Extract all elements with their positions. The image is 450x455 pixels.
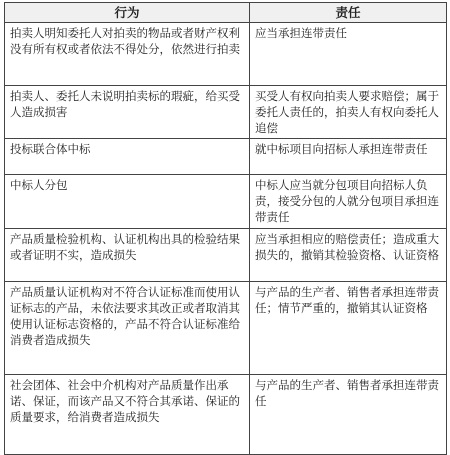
behavior-cell: 中标人分包 [5, 175, 250, 229]
behavior-cell: 投标联合体中标 [5, 139, 250, 175]
behavior-cell: 拍卖人明知委托人对拍卖的物品或者财产权利没有所有权或者依法不得处分，依然进行拍卖 [5, 23, 250, 86]
table-row [5, 282, 447, 375]
liability-cell: 应当承担相应的赔偿责任；造成重大损失的，撤销其检验资格、认证资格 [250, 229, 447, 282]
liability-cell: 就中标项目向招标人承担连带责任 [250, 139, 447, 175]
table-row [5, 86, 447, 139]
behavior-cell: 拍卖人、委托人未说明拍卖标的瑕疵，给买受人造成损害 [5, 86, 250, 139]
liability-cell: 应当承担连带责任 [250, 23, 447, 86]
table-row [5, 229, 447, 282]
liability-cell: 与产品的生产者、销售者承担连带责任；情节严重的，撤销其认证资格 [250, 282, 447, 375]
table-row [5, 23, 447, 86]
behavior-cell: 产品质量认证机构对不符合认证标准而使用认证标志的产品，未依法要求其改正或者取消其使用认证标志资格的，产品不符合认证标准给消费者造成损失 [5, 282, 250, 375]
table-row [5, 375, 447, 455]
liability-table [4, 2, 447, 455]
liability-cell: 买受人有权向拍卖人要求赔偿；属于委托人责任的，拍卖人有权向委托人追偿 [250, 86, 447, 139]
behavior-cell: 社会团体、社会中介机构对产品质量作出承诺、保证，而该产品又不符合其承诺、保证的质量要求，给消费者造成损失 [5, 375, 250, 455]
header-liability: 责任 [250, 3, 447, 23]
liability-cell: 中标人应当就分包项目向招标人负责，接受分包的人就分包项目承担连带责任 [250, 175, 447, 229]
table-header-row [5, 3, 447, 23]
liability-cell: 与产品的生产者、销售者承担连带责任 [250, 375, 447, 455]
behavior-cell: 产品质量检验机构、认证机构出具的检验结果或者证明不实，造成损失 [5, 229, 250, 282]
header-behavior: 行为 [5, 3, 250, 23]
table-row [5, 139, 447, 175]
table-row [5, 175, 447, 229]
